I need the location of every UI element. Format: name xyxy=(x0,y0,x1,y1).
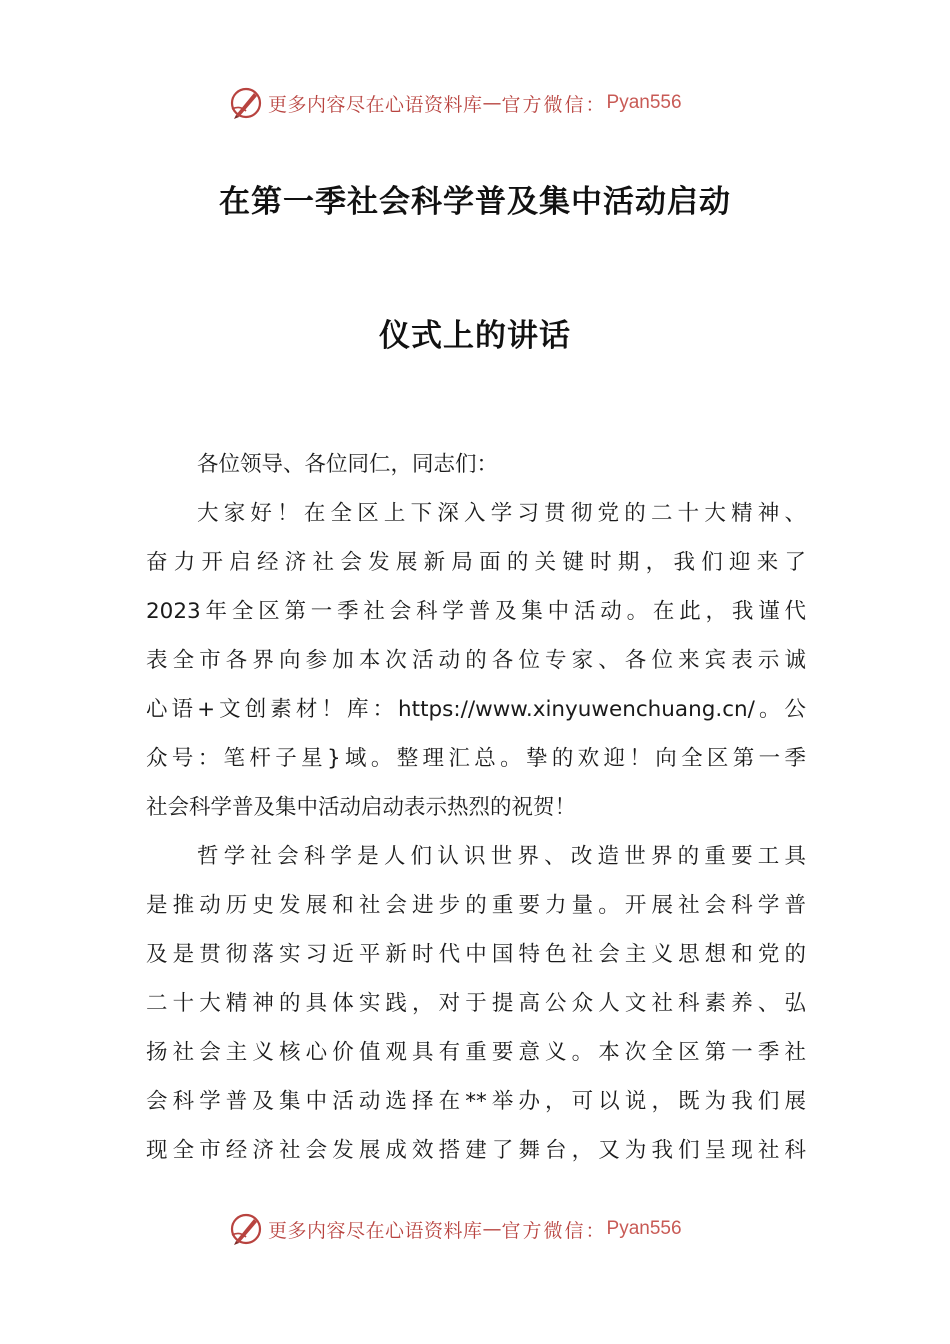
banner-wechat-id: Pyan556 xyxy=(606,92,682,113)
title-line-1: 在第一季社会科学普及集中活动启动 xyxy=(219,184,731,220)
banner-sub: 官方微信： xyxy=(501,1219,607,1242)
paragraph-line: 大家好！在全区上下深入学习贯彻党的二十大精神、 xyxy=(197,501,806,526)
banner-separator: — xyxy=(482,1218,502,1240)
paragraph-line: 会科学普及集中活动选择在**举办，可以说，既为我们展 xyxy=(146,1089,806,1114)
speech-body xyxy=(146,440,806,1175)
salutation: 各位领导、各位同仁，同志们： xyxy=(197,452,499,477)
paragraph-line: 哲学社会科学是人们认识世界、改造世界的重要工具 xyxy=(197,844,806,869)
header-banner xyxy=(228,84,682,122)
banner-text: 更多内容尽在心语资料库 xyxy=(268,1219,483,1242)
paragraph-line: 心语+文创素材！库：https://www.xinyuwenchuang.cn/。公 xyxy=(146,697,806,722)
paragraph-line: 奋力开启经济社会发展新局面的关键时期，我们迎来了 xyxy=(146,550,806,575)
title-line-2: 仪式上的讲话 xyxy=(379,318,571,354)
paragraph-line: 是推动历史发展和社会进步的重要力量。开展社会科学普 xyxy=(146,893,806,918)
banner-text: 更多内容尽在心语资料库 xyxy=(268,93,483,116)
banner-wechat-id: Pyan556 xyxy=(606,1218,682,1239)
banner-sub: 官方微信： xyxy=(501,93,607,116)
paragraph-line: 众号：笔杆子星}域。整理汇总。挚的欢迎！向全区第一季 xyxy=(146,746,806,771)
footer-banner xyxy=(228,1210,682,1248)
pen-logo-icon xyxy=(228,1211,264,1247)
pen-logo-icon xyxy=(228,85,264,121)
paragraph-line: 扬社会主义核心价值观具有重要意义。本次全区第一季社 xyxy=(146,1040,806,1065)
paragraph-line: 社会科学普及集中活动启动表示热烈的祝贺！ xyxy=(146,795,577,820)
paragraph-line: 及是贯彻落实习近平新时代中国特色社会主义思想和党的 xyxy=(146,942,806,967)
paragraph-line: 现全市经济社会发展成效搭建了舞台，又为我们呈现社科 xyxy=(146,1138,806,1163)
banner-separator: — xyxy=(482,92,502,114)
paragraph-line: 表全市各界向参加本次活动的各位专家、各位来宾表示诚 xyxy=(146,648,806,673)
paragraph-line: 二十大精神的具体实践，对于提高公众人文社科素养、弘 xyxy=(146,991,806,1016)
paragraph-line: 2023年全区第一季社会科学普及集中活动。在此，我谨代 xyxy=(146,599,806,624)
